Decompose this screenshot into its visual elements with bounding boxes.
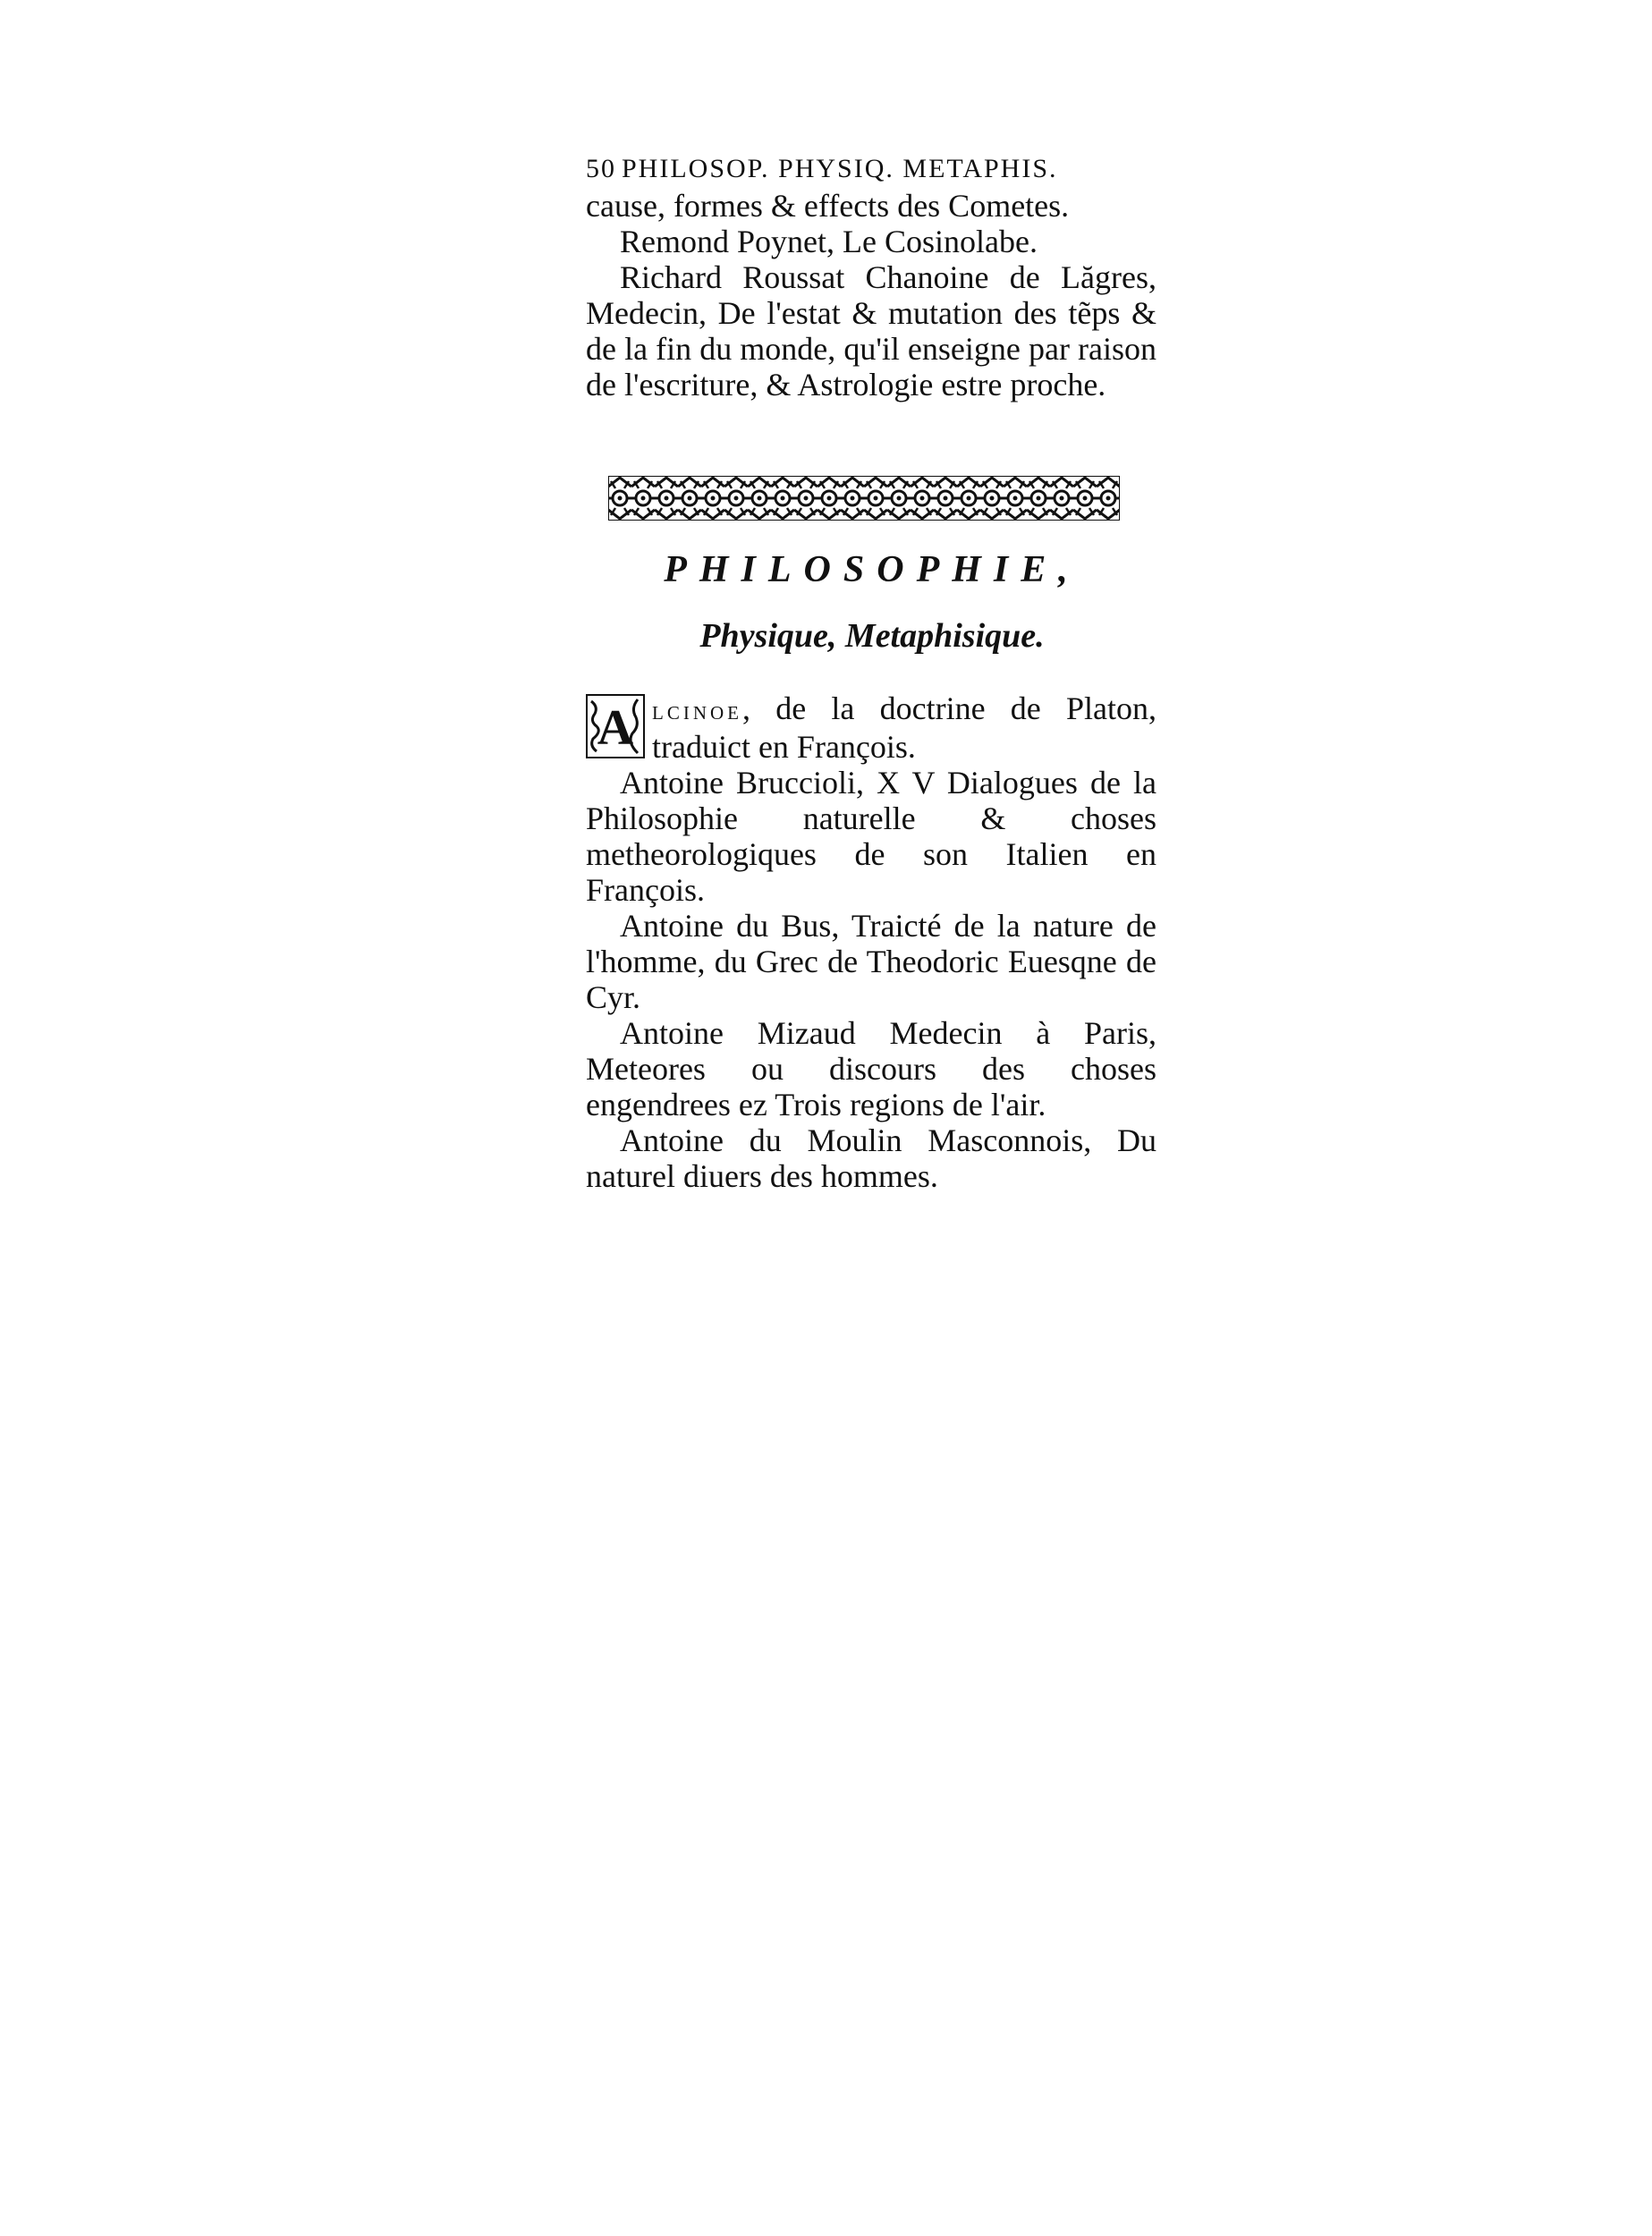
entry: Antoine du Moulin Masconnois, Du naturel diuers des hommes.: [586, 1122, 1156, 1194]
printers-ornament: [608, 476, 1120, 521]
svg-text:A: A: [597, 700, 634, 756]
section-heading: PHILOSOPHIE,: [664, 549, 1080, 590]
section-subheading: Physique, Metaphisique.: [699, 617, 1045, 655]
running-head-title: PHILOSOP. PHYSIQ. METAPHIS.: [622, 154, 1058, 183]
entry: Remond Poynet, Le Cosinolabe.: [620, 224, 1038, 259]
page-number: 50: [586, 154, 616, 183]
top-entries: [586, 188, 1156, 402]
dropcap-initial: [586, 694, 645, 758]
entry: Antoine Bruccioli, X V Dialogues de la Philosophie naturelle & choses metheorologiques de son Italien en François.: [586, 765, 1156, 908]
entry: Antoine Mizaud Medecin à Paris, Meteores ou discours des choses engendrees ez Trois regions de l'air.: [586, 1015, 1156, 1122]
entry-first-text: , de la doctrine de Platon, traduict en François.: [652, 690, 1156, 765]
philosophy-entries: [586, 690, 1156, 1194]
entry-first: [586, 690, 1156, 765]
entry-lead-smallcaps: lcinoe: [652, 696, 742, 725]
ornament-band-icon: [608, 476, 1120, 521]
running-head: [586, 154, 1158, 190]
decorated-initial-icon: [586, 694, 645, 758]
entry-continuation: cause, formes & effects des Cometes.: [586, 188, 1070, 224]
entry: Antoine du Bus, Traicté de la nature de l'homme, du Grec de Theodoric Euesqne de Cyr.: [586, 908, 1156, 1015]
entry: Richard Roussat Chanoine de Lăgres, Medecin, De l'estat & mutation des tẽps & de la fin du monde, qu'il enseigne par raison de l'escriture, & Astrologie estre proche.: [586, 259, 1156, 402]
